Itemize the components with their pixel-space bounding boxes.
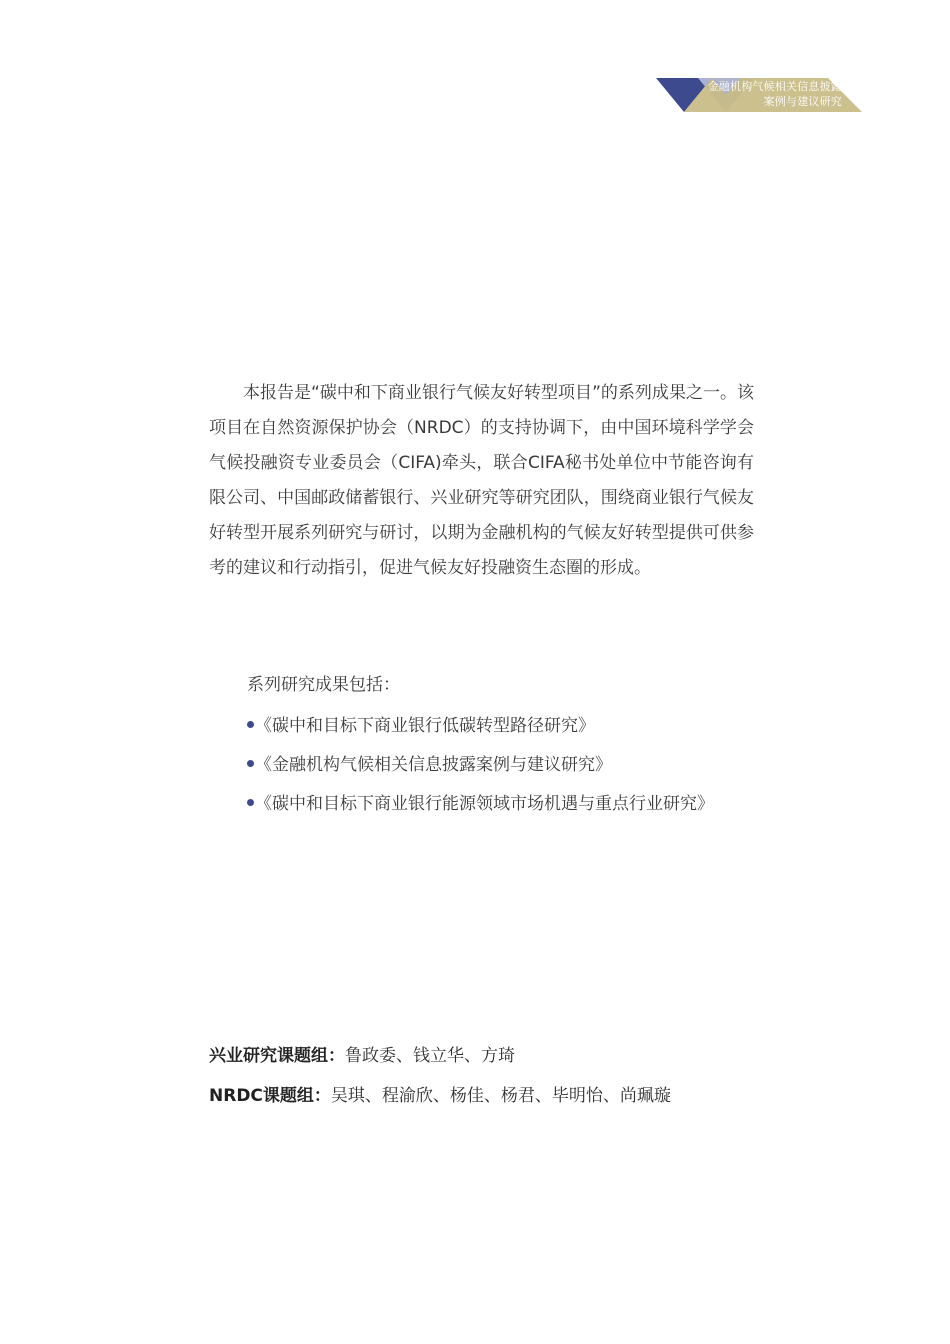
series-item-title: 《碳中和目标下商业银行能源领域市场机遇与重点行业研究》 (255, 794, 714, 814)
credit-label: 兴业研究课题组： (209, 1046, 345, 1066)
series-item-title: 《碳中和目标下商业银行低碳转型路径研究》 (255, 716, 595, 736)
series-heading: 系列研究成果包括： (247, 675, 400, 695)
list-item (247, 707, 769, 746)
credit-members: 吴琪、程渝欣、杨佳、杨君、毕明怡、尚珮璇 (330, 1086, 671, 1106)
credit-label: NRDC课题组： (209, 1086, 331, 1106)
credit-line-cib (209, 1036, 809, 1076)
list-item (247, 746, 769, 785)
credit-line-nrdc (209, 1076, 809, 1116)
bullet-dot-icon (247, 760, 254, 767)
header-title-line1: 金融机构气候相关信息披露 (707, 80, 842, 93)
series-section (209, 668, 769, 824)
series-list (209, 707, 769, 824)
credits-section (209, 1036, 809, 1116)
header-title (708, 79, 842, 109)
credit-members: 鲁政委、钱立华、方琦 (345, 1046, 515, 1066)
bullet-dot-icon (247, 721, 254, 728)
intro-paragraph: 本报告是“碳中和下商业银行气候友好转型项目”的系列成果之一。该项目在自然资源保护协会（NRDC）的支持协调下，由中国环境科学学会气候投融资专业委员会（CIFA)牵头，联合CIFA秘书处单位中节能咨询有限公司、中国邮政储蓄银行、兴业研究等研究团队，围绕商业银行气候友好转型开展系列研究与研讨，以期为金融机构的气候友好转型提供可供参考的建议和行动指引，促进气候友好投融资生态圈的形成。 (209, 383, 754, 578)
bullet-dot-icon (247, 799, 254, 806)
list-item (247, 785, 769, 824)
header-title-line2: 案例与建议研究 (763, 95, 842, 108)
header-badge (656, 78, 862, 112)
series-item-title: 《金融机构气候相关信息披露案例与建议研究》 (255, 755, 612, 775)
